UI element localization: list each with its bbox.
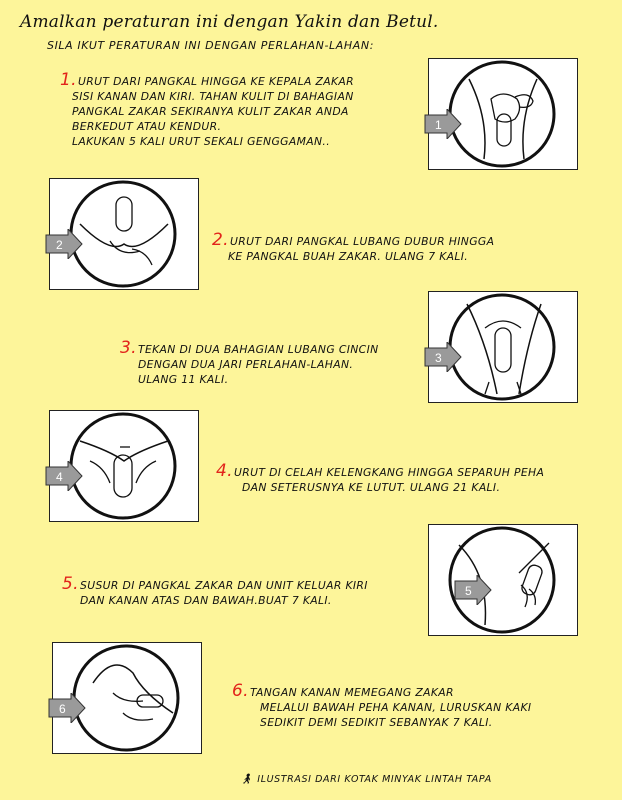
step-badge-arrow <box>47 693 87 723</box>
step-4-illustration <box>49 410 199 522</box>
step-4-text <box>216 461 545 495</box>
step-5-text <box>62 574 368 608</box>
page-title: Amalkan peraturan ini dengan Yakin dan Betul. <box>20 12 439 32</box>
step-badge-number: 3 <box>435 351 442 365</box>
step-line: LAKUKAN 5 KALI URUT SEKALI GENGGAMAN.. <box>72 135 331 148</box>
footer-text: ILUSTRASI DARI KOTAK MINYAK LINTAH TAPA <box>257 774 492 785</box>
step-1-illustration <box>428 58 578 170</box>
step-line: SUSUR DI PANGKAL ZAKAR DAN UNIT KELUAR KIRI <box>80 579 368 592</box>
step-line: DAN KANAN ATAS DAN BAWAH.BUAT 7 KALI. <box>80 594 332 607</box>
step-badge-arrow <box>423 342 463 372</box>
step-badge-number: 5 <box>465 584 472 598</box>
step-2-illustration <box>49 178 199 290</box>
step-number: 1. <box>60 70 77 90</box>
step-badge-number: 1 <box>435 118 442 132</box>
step-line: URUT DI CELAH KELENGKANG HINGGA SEPARUH PEHA <box>234 466 545 479</box>
step-line: TEKAN DI DUA BAHAGIAN LUBANG CINCIN <box>138 343 379 356</box>
figure-icon: 🚶︎ <box>240 774 254 785</box>
step-line: TANGAN KANAN MEMEGANG ZAKAR <box>250 686 454 699</box>
step-number: 5. <box>62 574 79 594</box>
step-2-text <box>212 230 495 264</box>
step-6-illustration <box>52 642 202 754</box>
step-number: 4. <box>216 461 233 481</box>
step-5-illustration <box>428 524 578 636</box>
step-badge-number: 4 <box>56 470 63 484</box>
step-6-text <box>232 681 532 730</box>
step-line: SEDIKIT DEMI SEDIKIT SEBANYAK 7 KALI. <box>260 716 493 729</box>
step-line: URUT DARI PANGKAL LUBANG DUBUR HINGGA <box>230 235 495 248</box>
step-3-text <box>120 338 379 387</box>
step-line: KE PANGKAL BUAH ZAKAR. ULANG 7 KALI. <box>228 250 469 263</box>
step-badge-number: 2 <box>56 238 63 252</box>
step-line: PANGKAL ZAKAR SEKIRANYA KULIT ZAKAR ANDA <box>72 105 349 118</box>
step-1-text <box>60 70 354 149</box>
step-line: DENGAN DUA JARI PERLAHAN-LAHAN. <box>138 358 354 371</box>
step-line: SISI KANAN DAN KIRI. TAHAN KULIT DI BAHAGIAN <box>72 90 354 103</box>
step-line: ULANG 11 KALI. <box>138 373 229 386</box>
step-line: DAN SETERUSNYA KE LUTUT. ULANG 21 KALI. <box>242 481 501 494</box>
page-subtitle: SILA IKUT PERATURAN INI DENGAN PERLAHAN-LAHAN: <box>47 39 375 52</box>
massage-illustration <box>429 525 576 634</box>
step-line: URUT DARI PANGKAL HINGGA KE KEPALA ZAKAR <box>78 75 354 88</box>
step-badge-arrow <box>453 575 493 605</box>
step-line: BERKEDUT ATAU KENDUR. <box>72 120 222 133</box>
step-badge-arrow <box>44 461 84 491</box>
step-number: 2. <box>212 230 229 250</box>
footer-credit <box>240 774 492 785</box>
step-badge-arrow <box>423 109 463 139</box>
step-line: MELALUI BAWAH PEHA KANAN, LURUSKAN KAKI <box>260 701 532 714</box>
step-number: 3. <box>120 338 137 358</box>
step-3-illustration <box>428 291 578 403</box>
step-number: 6. <box>232 681 249 701</box>
step-badge-number: 6 <box>59 702 66 716</box>
step-badge-arrow <box>44 229 84 259</box>
